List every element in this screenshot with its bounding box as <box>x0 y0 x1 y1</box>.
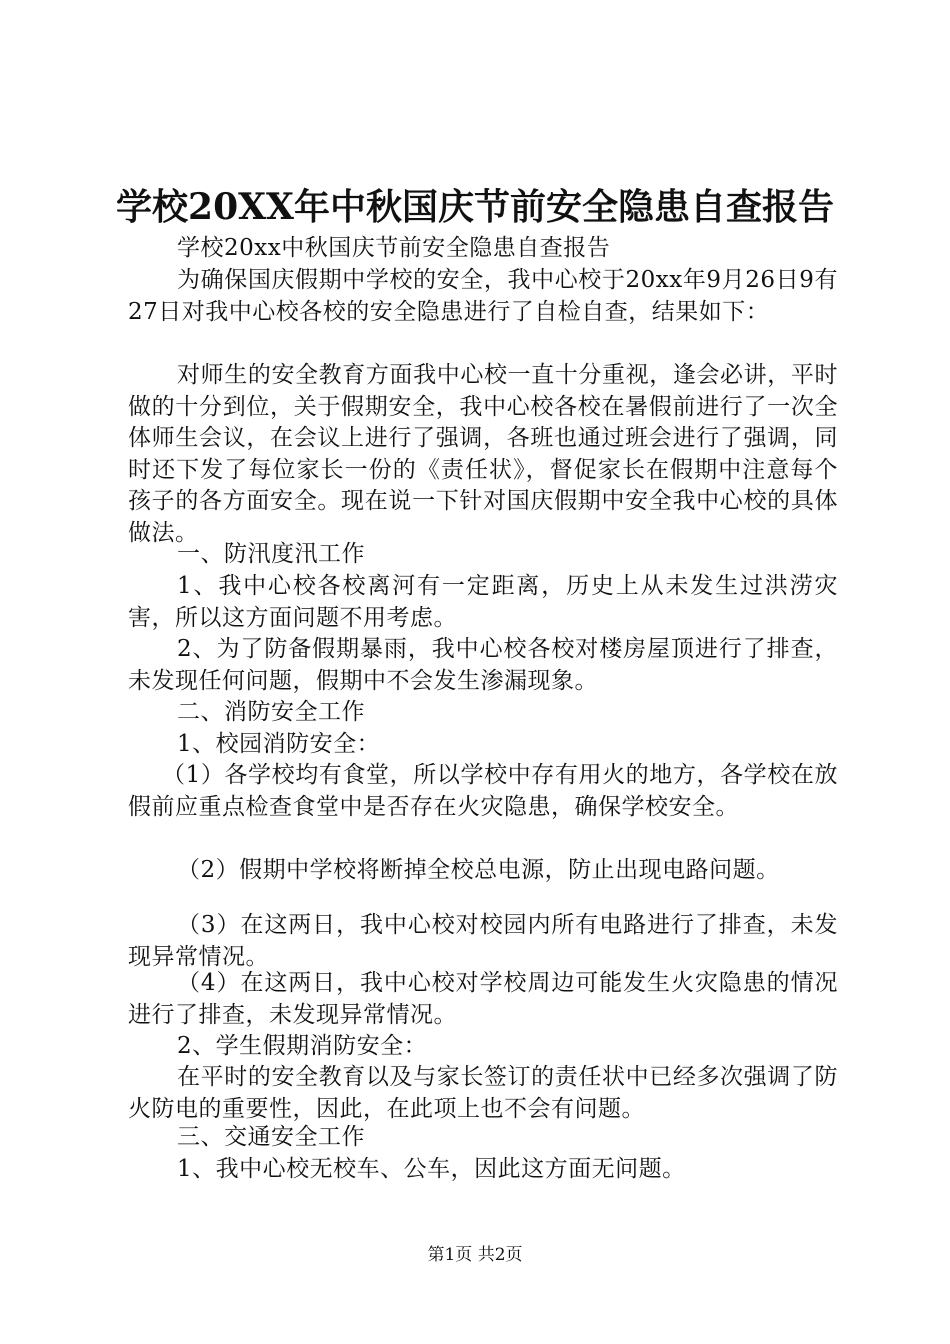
flood-item-2: 2、为了防备假期暴雨，我中心校各校对楼房屋顶进行了排查，未发现任何问题，假期中不会发生渗漏现象。 <box>128 636 838 694</box>
section-heading-traffic: 三、交通安全工作 <box>177 1124 365 1150</box>
education-paragraph: 对师生的安全教育方面我中心校一直十分重视，逢会必讲，平时做的十分到位，关于假期安全，我中心校各校在暑假前进行了一次全体师生会议，在会议上进行了强调，各班也通过班会进行了强调，同时还下发了每位家长一份的《责任状》，督促家长在假期中注意每个孩子的各方面安全。现在说一下针对国庆假期中安全我中心校的具体做法。 <box>128 362 838 546</box>
fire-item-1: （1）各学校均有食堂，所以学校中存有用火的地方，各学校在放假前应重点检查食堂中是否存在火灾隐患，确保学校安全。 <box>128 762 838 820</box>
traffic-item-1: 1、我中心校无校车、公车，因此这方面无问题。 <box>177 1156 686 1182</box>
fire-subheading-student: 2、学生假期消防安全： <box>177 1033 428 1059</box>
intro-paragraph: 为确保国庆假期中学校的安全，我中心校于20xx年9月26日9有27日对我中心校各校的安全隐患进行了自检自查，结果如下： <box>128 267 838 325</box>
fire-subheading-campus: 1、校园消防安全： <box>177 731 381 757</box>
fire-item-3: （3）在这两日，我中心校对校园内所有电路进行了排查，未发现异常情况。 <box>128 912 838 970</box>
page-number: 第1页 共2页 <box>427 1245 523 1265</box>
document-title: 学校20XX年中秋国庆节前安全隐患自查报告 <box>116 186 834 228</box>
section-heading-flood: 一、防汛度汛工作 <box>177 541 365 567</box>
section-heading-fire: 二、消防安全工作 <box>177 699 365 725</box>
flood-item-1: 1、我中心校各校离河有一定距离，历史上从未发生过洪涝灾害，所以这方面问题不用考虑。 <box>128 573 838 631</box>
fire-item-4: （4）在这两日，我中心校对学校周边可能发生火灾隐患的情况进行了排查，未发现异常情况。 <box>128 970 838 1028</box>
fire-item-2: （2）假期中学校将断掉全校总电源，防止出现电路问题。 <box>177 857 780 883</box>
subtitle-paragraph: 学校20xx中秋国庆节前安全隐患自查报告 <box>177 235 611 261</box>
student-fire-paragraph: 在平时的安全教育以及与家长签订的责任状中已经多次强调了防火防电的重要性，因此，在此项上也不会有问题。 <box>128 1064 838 1122</box>
